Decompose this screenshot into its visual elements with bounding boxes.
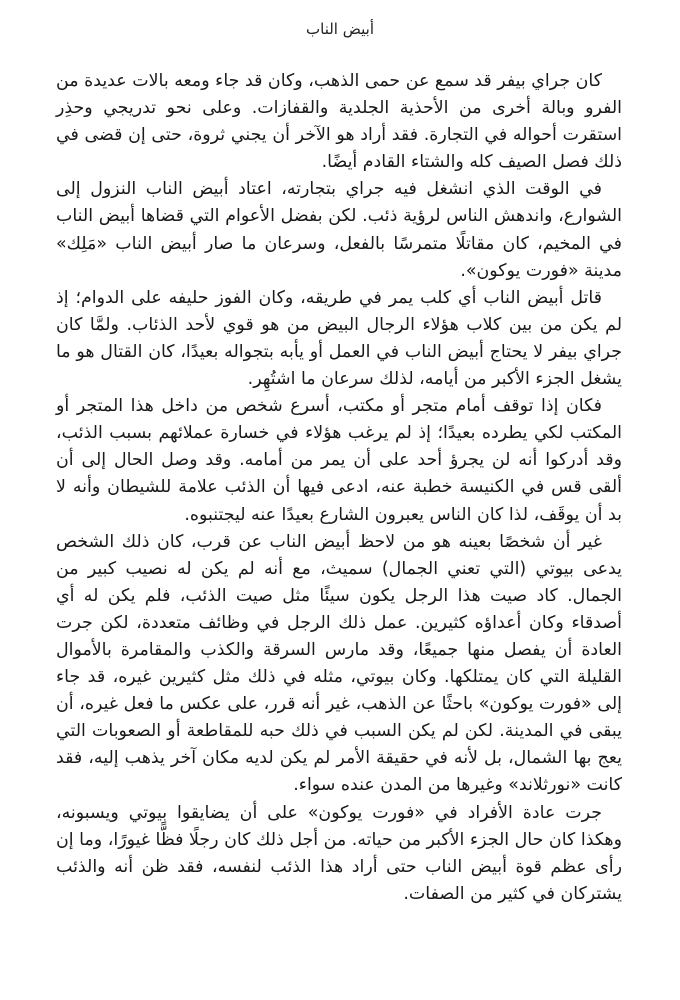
paragraph-5: غير أن شخصًا بعينه هو من لاحظ أبيض الناب عن قرب، كان ذلك الشخص يدعى بيوتي (التي تعني الجمال) سميث، مع أنه لم يكن له نصيب كبير من الجمال. كاد صيت هذا الرجل يكون سيئًا مثل صيت الذئب، فلم يكن له أي أصدقاء وكان أعداؤه كثيرين. عمل ذلك الرجل في وظائف متعددة، لكن جرت العادة أن يفصل منها جميعًا، وقد مارس السرقة والكذب والمقامرة بالأموال القليلة التي كان يمتلكها. وكان بيوتي، مثله في ذلك مثل كثيرين غيره، قد جاء إلى «فورت يوكون» باحثًا عن الذهب، غير أنه قرر، على عكس ما فعل غيره، أن يبقى في المدينة. لكن لم يكن السبب في ذلك حبه للمقاطعة أو الصعوبات التي يعج بها الشمال، بل لأنه في حقيقة الأمر لم يكن لديه مكان آخر يذهب إليه، فقد كانت «نورثلاند» وغيرها من المدن عنده سواء. bbox=[56, 531, 622, 796]
paragraph-4: فكان إذا توقف أمام متجر أو مكتب، أسرع شخص من داخل هذا المتجر أو المكتب لكي يطرده بعيدًا؛ إذ لم يرغب هؤلاء في خسارة عملائهم بسبب الذئب، وقد أدركوا أنه لن يجرؤ أحد على أن يمر من أمامه. وقد وصل الحال إلى أن ألقى قس في الكنيسة خطبة عنه، ادعى فيها أن الذئب علامة للشيطان وأنه لا بد أن يوقَف، لذا كان الناس يعبرون الشارع بعيدًا عنه ليجتنبوه. bbox=[56, 396, 622, 525]
paragraph-6: جرت عادة الأفراد في «فورت يوكون» على أن يضايقوا بيوتي ويسبونه، وهكذا كان حال الجزء الأكبر من حياته. من أجل ذلك كان رجلًا فظًّا غيورًا، وما إن رأى عظم قوة أبيض الناب حتى أراد هذا الذئب لنفسه، فقد ظن أنه والذئب يشتركان في كثير من الصفات. bbox=[56, 802, 622, 904]
running-header-title: أبيض الناب bbox=[306, 20, 374, 38]
paragraph-3: قاتل أبيض الناب أي كلب يمر في طريقه، وكان الفوز حليفه على الدوام؛ إذ لم يكن من بين كلاب هؤلاء الرجال البيض من هو قوي لأحد الذئاب. ولمَّا كان جراي بيفر لا يحتاج أبيض الناب في العمل أو يأبه بتجواله بعيدًا، كان القتال هو ما يشغل الجزء الأكبر من أيامه، لذلك سرعان ما اشتُهِر. bbox=[56, 287, 622, 390]
paragraph-1: كان جراي بيفر قد سمع عن حمى الذهب، وكان قد جاء ومعه بالات عديدة من الفرو وبالة أخرى من الأحذية الجلدية والقفازات. وعلى نحو تدريجي وحذِر استقرت أحواله في التجارة. فقد أراد هو الآخر أن يجني ثروة، حتى إن قضى في ذلك فصل الصيف كله والشتاء القادم أيضًا. bbox=[56, 71, 622, 173]
paragraph-2: في الوقت الذي انشغل فيه جراي بتجارته، اعتاد أبيض الناب النزول إلى الشوارع، واندهش الناس لرؤية ذئب. لكن بفضل الأعوام التي قضاها أبيض الناب في المخيم، كان مقاتلًا متمرسًا بالفعل، وسرعان ما صار أبيض الناب «مَلِك» مدينة «فورت يوكون». bbox=[56, 179, 622, 281]
body-text bbox=[56, 68, 622, 908]
